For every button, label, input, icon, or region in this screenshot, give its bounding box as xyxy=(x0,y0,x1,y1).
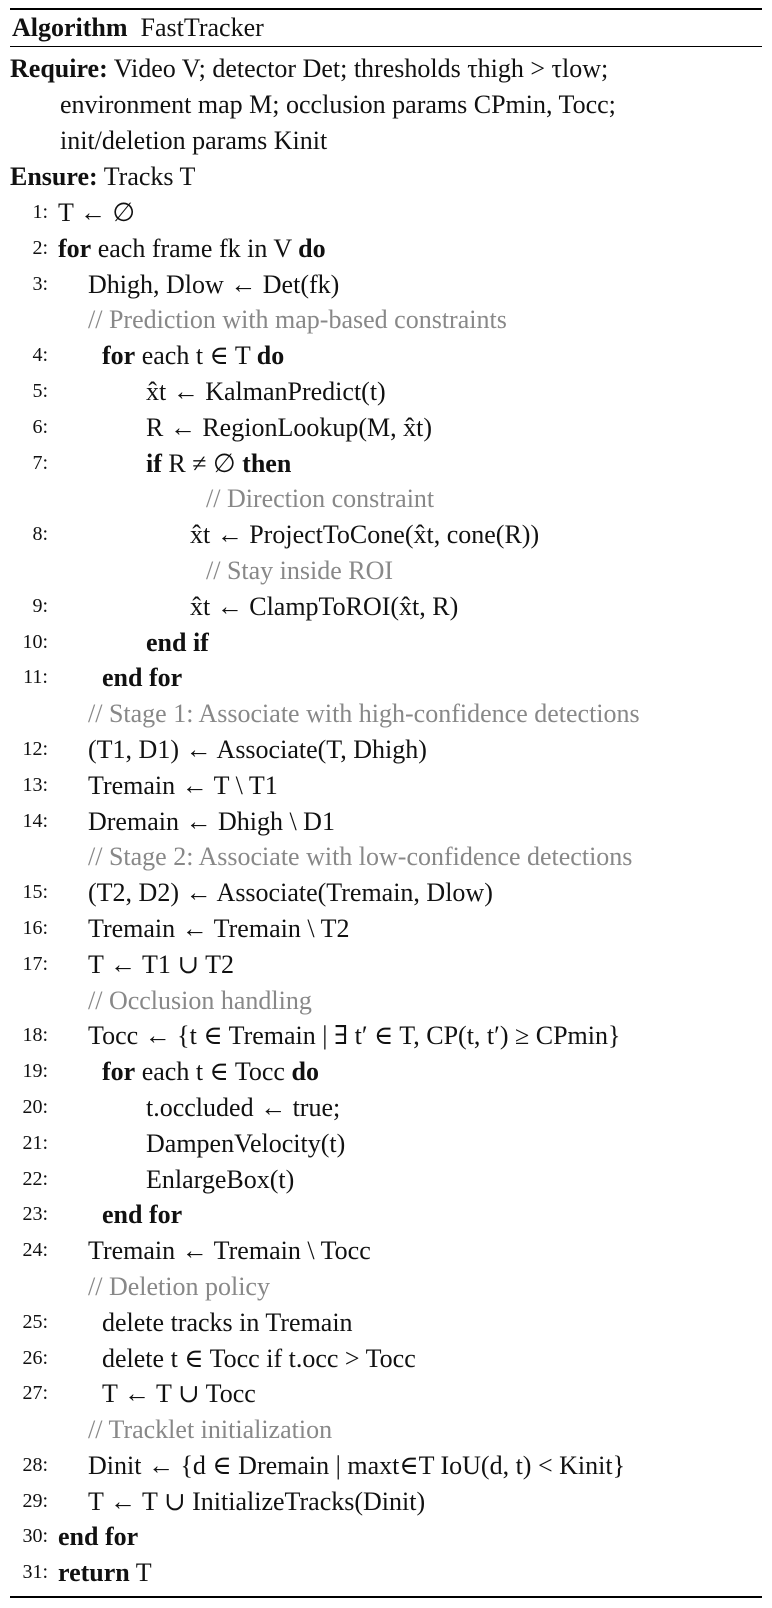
require-text-2: environment map M; occlusion params CPmin, Tocc; xyxy=(60,90,616,119)
comment-line xyxy=(10,1269,762,1305)
code-text xyxy=(88,947,234,983)
line-number: 23: xyxy=(22,1203,48,1226)
keyword: end for xyxy=(102,1200,183,1230)
line-number: 26: xyxy=(22,1346,48,1369)
algorithm-line xyxy=(10,911,762,947)
statement: Dhigh, Dlow ← Det(fk) xyxy=(88,269,340,299)
line-number: 25: xyxy=(22,1310,48,1333)
comment-line xyxy=(10,481,762,517)
keyword: for xyxy=(102,341,136,371)
line-number: 5: xyxy=(32,379,48,402)
algorithm-box xyxy=(10,8,762,1591)
code-text xyxy=(58,231,326,267)
keyword: end for xyxy=(102,663,183,693)
keyword: then xyxy=(242,448,292,478)
line-number: 27: xyxy=(22,1382,48,1405)
line-number: 8: xyxy=(32,523,48,546)
statement: each t ∈ T xyxy=(141,341,251,371)
statement: DampenVelocity(t) xyxy=(146,1128,346,1158)
code-text xyxy=(88,1484,425,1520)
line-number: 24: xyxy=(22,1239,48,1262)
code-text xyxy=(88,732,427,768)
statement: R ← RegionLookup(M, x̂t) xyxy=(146,412,432,442)
statement: R ≠ ∅ xyxy=(168,448,236,478)
statement: Dremain ← Dhigh \ D1 xyxy=(88,806,335,836)
algorithm-line xyxy=(10,1162,762,1198)
comment-line xyxy=(10,983,762,1019)
code-text xyxy=(88,267,339,303)
algorithm-line xyxy=(10,947,762,983)
algorithm-line xyxy=(10,446,762,482)
algorithm-line xyxy=(10,267,762,303)
algorithm-line xyxy=(10,732,762,768)
line-number: 19: xyxy=(22,1060,48,1083)
statement: each frame fk in V xyxy=(97,233,292,263)
keyword: end for xyxy=(58,1522,139,1552)
line-number: 28: xyxy=(22,1453,48,1476)
code-text xyxy=(58,1519,138,1555)
line-number: 10: xyxy=(22,630,48,653)
code-text xyxy=(146,374,386,410)
line-number: 20: xyxy=(22,1095,48,1118)
code-text xyxy=(102,1054,319,1090)
code-text xyxy=(88,875,493,911)
code-text xyxy=(88,1233,371,1269)
code-text xyxy=(88,1018,620,1054)
statement: T xyxy=(135,1558,152,1588)
statement: T ← ∅ xyxy=(58,198,136,227)
statement: (T1, D1) ← Associate(T, Dhigh) xyxy=(88,734,427,764)
line-number: 14: xyxy=(22,809,48,832)
code-text xyxy=(102,1376,256,1412)
line-number: 7: xyxy=(32,451,48,474)
line-number: 21: xyxy=(22,1131,48,1154)
statement: T ← T ∪ Tocc xyxy=(102,1379,256,1409)
statement: delete tracks in Tremain xyxy=(102,1307,353,1337)
code-text xyxy=(58,195,135,231)
algorithm-line xyxy=(10,768,762,804)
line-number: 18: xyxy=(22,1024,48,1047)
algorithm-line xyxy=(10,1448,762,1484)
statement: t.occluded ← true; xyxy=(146,1092,341,1122)
statement: x̂t ← ClampToROI(x̂t, R) xyxy=(190,591,459,621)
code-text xyxy=(102,1197,182,1233)
statement: T ← T ∪ InitializeTracks(Dinit) xyxy=(88,1486,426,1516)
algorithm-line xyxy=(10,1197,762,1233)
algorithm-line xyxy=(10,1555,762,1591)
algorithm-line xyxy=(10,1341,762,1377)
algorithm-line xyxy=(10,1054,762,1090)
line-number: 16: xyxy=(22,916,48,939)
algorithm-line xyxy=(10,517,762,553)
line-number: 9: xyxy=(32,594,48,617)
keyword: return xyxy=(58,1558,130,1588)
statement: Tremain ← Tremain \ Tocc xyxy=(88,1236,371,1266)
statement: T ← T1 ∪ T2 xyxy=(88,949,235,979)
statement: Dinit ← {d ∈ Dremain | maxt∈T IoU(d, t) < Kinit} xyxy=(88,1450,626,1480)
algorithm-line xyxy=(10,1305,762,1341)
comment-line xyxy=(10,553,762,589)
line-number: 30: xyxy=(22,1525,48,1548)
algorithm-line xyxy=(10,374,762,410)
keyword: if xyxy=(146,448,162,478)
require-label: Require: xyxy=(10,54,108,83)
keyword: do xyxy=(298,233,326,263)
line-number: 2: xyxy=(32,236,48,259)
keyword: end if xyxy=(146,627,209,657)
line-number: 31: xyxy=(22,1561,48,1584)
bottom-rule xyxy=(10,1596,762,1598)
algorithm-title xyxy=(10,10,762,47)
line-number: 6: xyxy=(32,415,48,438)
algorithm-line xyxy=(10,1126,762,1162)
code-text xyxy=(190,517,539,553)
algorithm-line xyxy=(10,1519,762,1555)
code-text xyxy=(190,589,458,625)
statement: x̂t ← ProjectToCone(x̂t, cone(R)) xyxy=(190,520,540,550)
algorithm-line xyxy=(10,804,762,840)
comment-line xyxy=(10,696,762,732)
line-number: 17: xyxy=(22,952,48,975)
code-text xyxy=(102,1341,416,1377)
code-text xyxy=(146,1162,294,1198)
statement: x̂t ← KalmanPredict(t) xyxy=(146,376,386,406)
require-text-1: Video V; detector Det; thresholds τhigh > τlow; xyxy=(113,54,609,83)
ensure-label: Ensure: xyxy=(10,162,98,191)
code-text xyxy=(102,660,182,696)
code-text xyxy=(102,338,284,374)
line-number: 11: xyxy=(23,666,48,689)
algorithm-name: FastTracker xyxy=(140,13,264,42)
comment-text: // Deletion policy xyxy=(88,1271,270,1301)
comment-line xyxy=(10,302,762,338)
keyword: do xyxy=(291,1057,319,1087)
algorithm-line xyxy=(10,1376,762,1412)
code-text xyxy=(58,1555,152,1591)
code-text xyxy=(146,625,209,661)
comment-line xyxy=(10,839,762,875)
code-text xyxy=(146,1126,345,1162)
ensure-text: Tracks T xyxy=(103,162,196,191)
algorithm-line xyxy=(10,231,762,267)
algorithm-line xyxy=(10,338,762,374)
line-number: 12: xyxy=(22,737,48,760)
algorithm-label: Algorithm xyxy=(12,13,128,42)
require-block xyxy=(10,51,762,195)
code-text xyxy=(88,1448,625,1484)
algorithm-line xyxy=(10,589,762,625)
algorithm-line xyxy=(10,1233,762,1269)
line-number: 1: xyxy=(32,201,48,223)
line-number: 4: xyxy=(32,344,48,367)
code-text xyxy=(88,768,278,804)
code-text xyxy=(146,410,432,446)
algorithm-line xyxy=(10,660,762,696)
keyword: for xyxy=(102,1057,136,1087)
algorithm-lines xyxy=(10,195,762,1591)
line-number: 29: xyxy=(22,1489,48,1512)
line-number: 22: xyxy=(22,1167,48,1190)
code-text xyxy=(102,1305,353,1341)
statement: each t ∈ Tocc xyxy=(141,1057,285,1087)
algorithm-line xyxy=(10,1018,762,1054)
line-number: 15: xyxy=(22,881,48,904)
comment-text: // Stage 1: Associate with high-confidence detections xyxy=(88,699,640,729)
comment-text: // Occlusion handling xyxy=(88,985,312,1015)
code-text xyxy=(88,804,335,840)
algorithm-line xyxy=(10,875,762,911)
algorithm-line xyxy=(10,625,762,661)
keyword: for xyxy=(58,233,92,263)
statement: (T2, D2) ← Associate(Tremain, Dlow) xyxy=(88,878,493,908)
keyword: do xyxy=(256,341,285,371)
code-text xyxy=(88,911,349,947)
statement: EnlargeBox(t) xyxy=(146,1164,295,1194)
comment-text: // Tracklet initialization xyxy=(88,1415,333,1445)
code-text xyxy=(146,446,291,482)
algorithm-line xyxy=(10,410,762,446)
require-text-3: init/deletion params Kinit xyxy=(60,126,328,155)
algorithm-line xyxy=(10,1484,762,1520)
statement: Tremain ← T \ T1 xyxy=(88,770,278,800)
statement: Tocc ← {t ∈ Tremain | ∃ t′ ∈ T, CP(t, t′) ≥ CPmin} xyxy=(88,1021,621,1051)
comment-line xyxy=(10,1412,762,1448)
comment-text: // Prediction with map-based constraints xyxy=(88,305,507,335)
algorithm-line xyxy=(10,195,762,231)
statement: Tremain ← Tremain \ T2 xyxy=(88,913,350,943)
comment-text: // Stay inside ROI xyxy=(206,555,394,585)
comment-text: // Direction constraint xyxy=(206,484,435,514)
comment-text: // Stage 2: Associate with low-confidence detections xyxy=(88,842,633,872)
statement: delete t ∈ Tocc if t.occ > Tocc xyxy=(102,1343,416,1373)
algorithm-line xyxy=(10,1090,762,1126)
code-text xyxy=(146,1090,340,1126)
line-number: 3: xyxy=(32,272,48,295)
line-number: 13: xyxy=(22,773,48,796)
